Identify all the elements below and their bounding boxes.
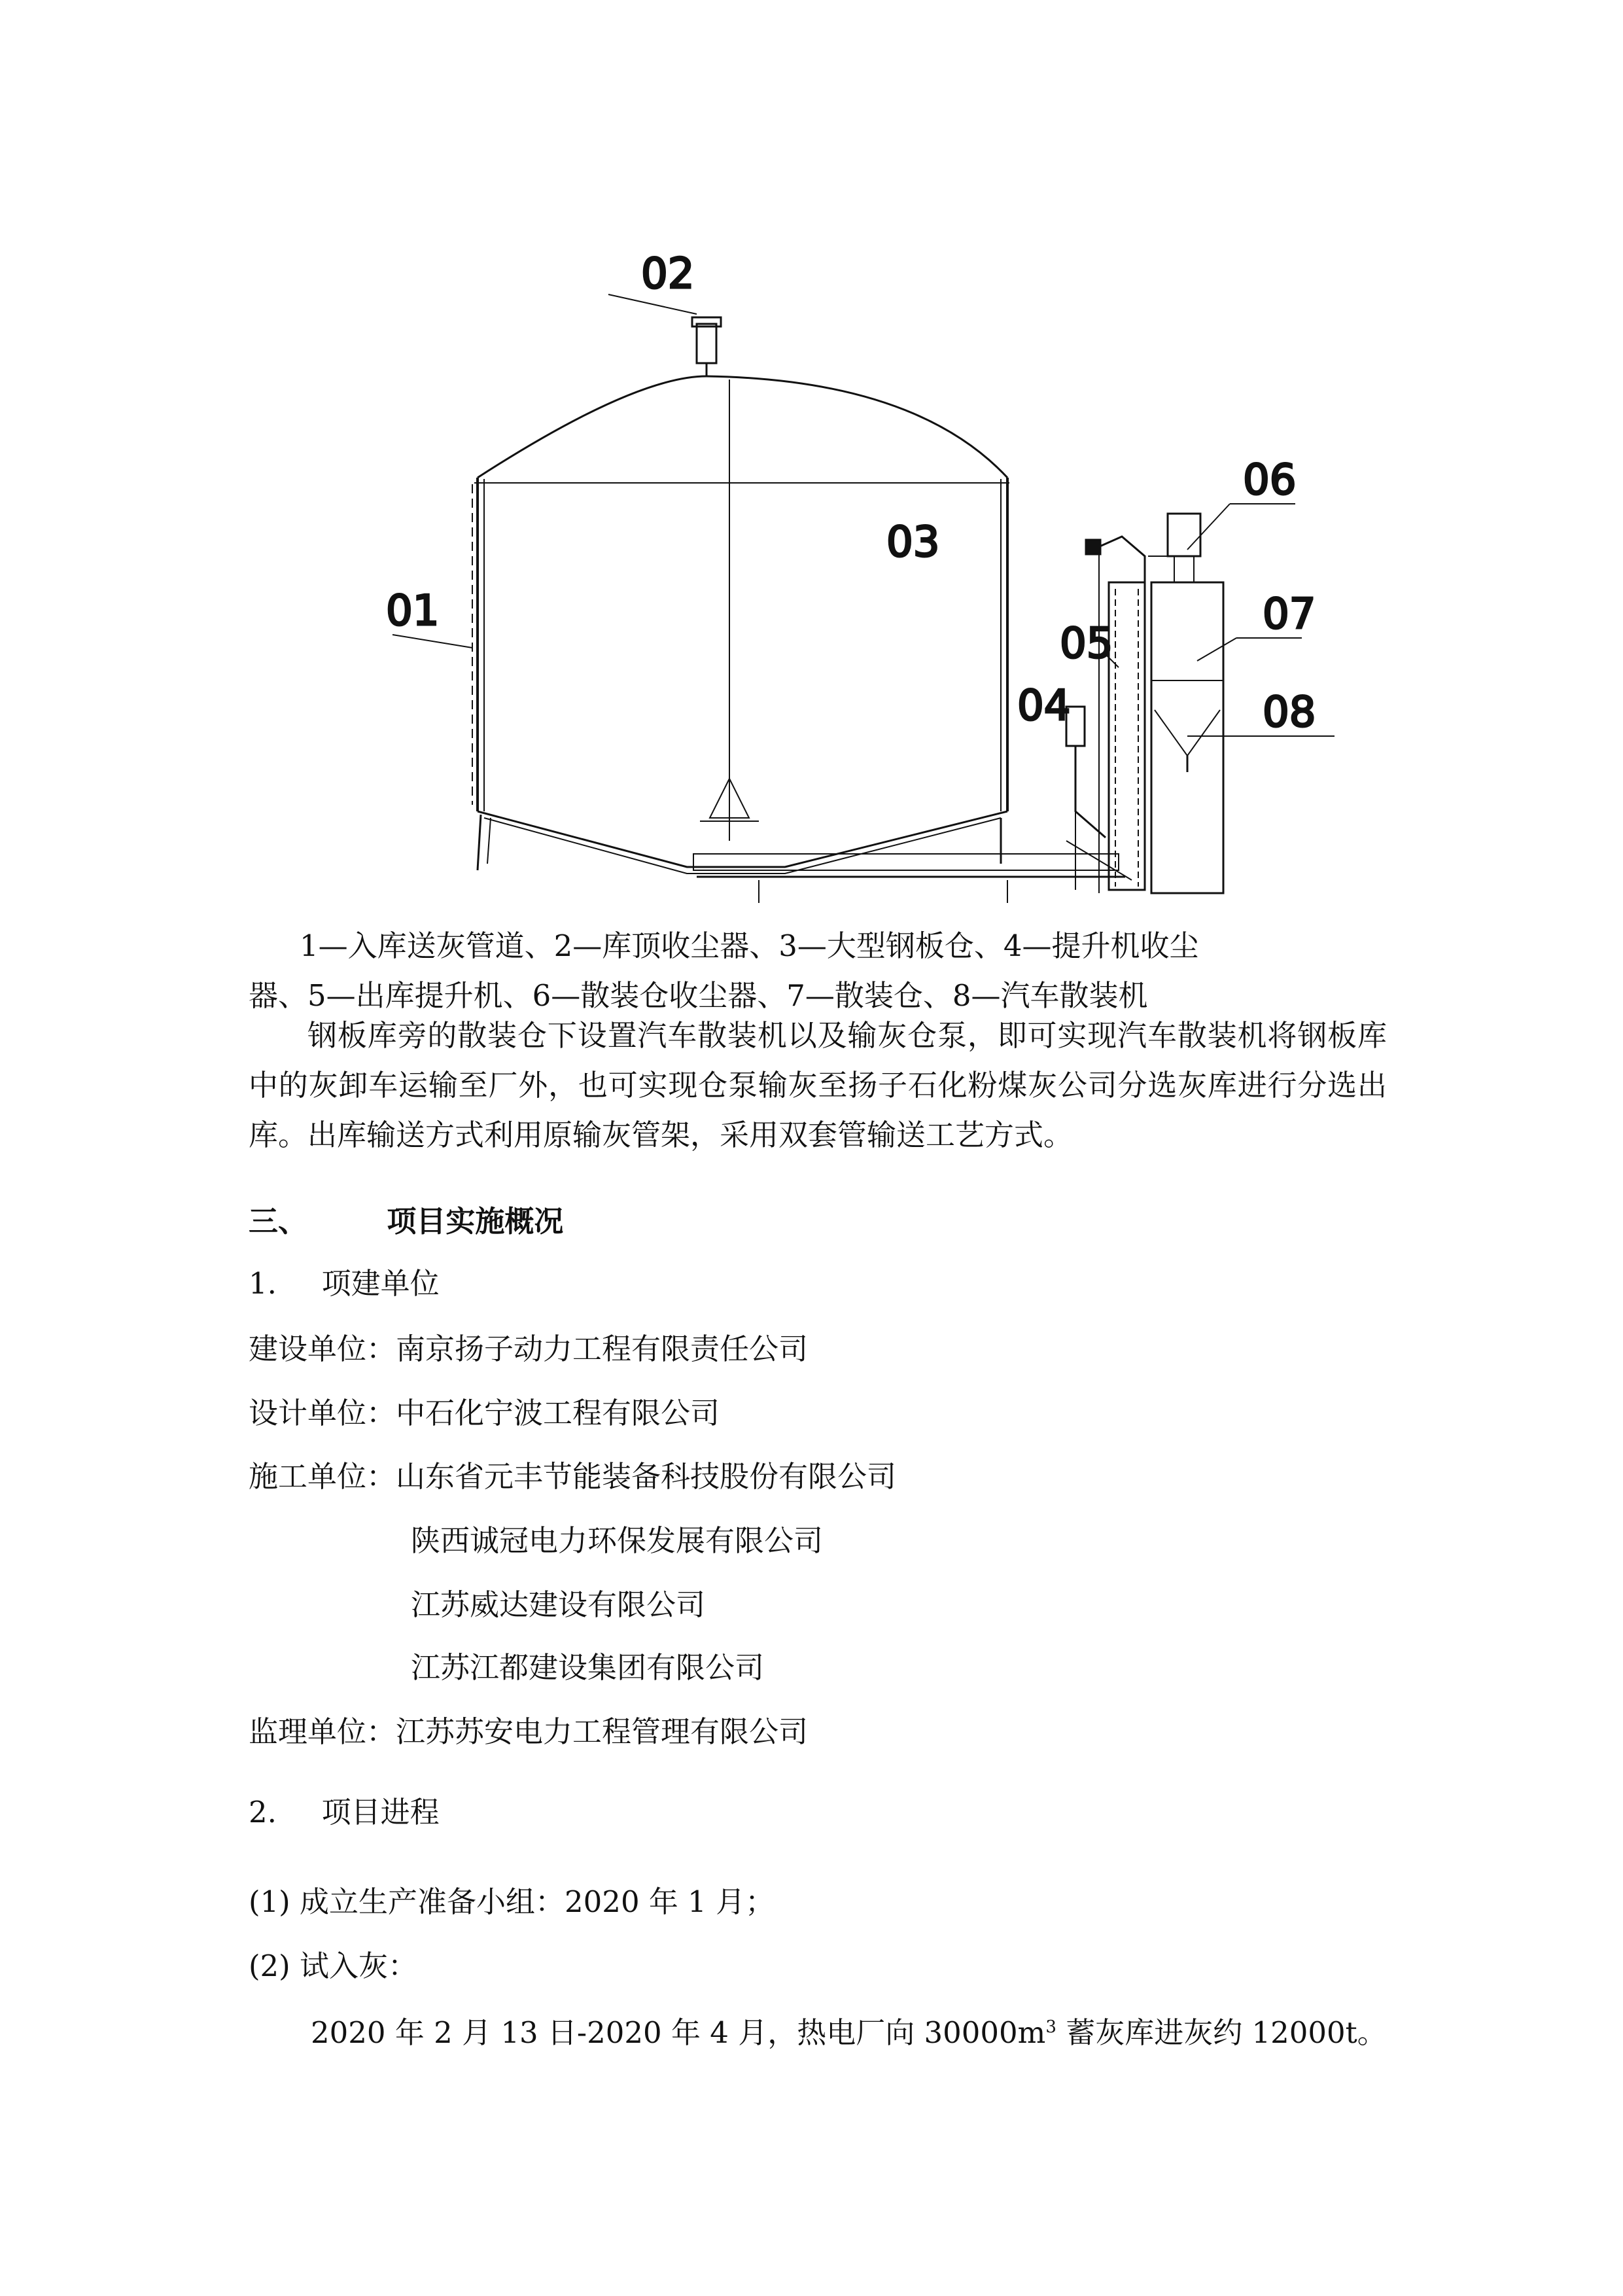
label-03: 03: [886, 518, 940, 567]
roof-dust-collector: [697, 324, 716, 363]
progress-item-1: (1) 成立生产准备小组：2020 年 1 月；: [249, 1884, 775, 1919]
builder-unit: 建设单位：南京扬子动力工程有限责任公司: [249, 1332, 809, 1366]
silo-dust-collector: [1168, 514, 1200, 556]
caption-line-2: 器、5—出库提升机、6—散装仓收尘器、7—散装仓、8—汽车散装机: [249, 978, 1148, 1013]
label-06: 06: [1243, 456, 1297, 504]
label-08: 08: [1263, 688, 1316, 737]
silo-diagram: [353, 249, 1361, 903]
item-1-heading: 1. 项建单位: [249, 1266, 440, 1301]
construction-unit-3: 江苏威达建设有限公司: [411, 1587, 706, 1622]
item-2-heading: 2. 项目进程: [249, 1795, 440, 1829]
design-unit: 设计单位：中石化宁波工程有限公司: [249, 1396, 720, 1430]
label-07: 07: [1263, 590, 1316, 639]
section-number: 三、: [249, 1204, 308, 1239]
label-04: 04: [1017, 682, 1071, 730]
figure-caption: [249, 921, 1387, 1021]
progress-item-2: (2) 试入灰：: [249, 1949, 418, 1983]
outbound-elevator: [1109, 582, 1145, 890]
progress-detail: 2020 年 2 月 13 日-2020 年 4 月，热电厂向 $30000m^3$ 蓄灰库进灰约 12000t。: [311, 2015, 1387, 2050]
silo-roof: [478, 376, 1007, 478]
label-02: 02: [641, 250, 695, 298]
description-paragraph: 钢板库旁的散装仓下设置汽车散装机以及输灰仓泵，即可实现汽车散装机将钢板库中的灰卸车运输至厂外，也可实现仓泵输灰至扬子石化粉煤灰公司分选灰库进行分选出库。出库输送方式利用原输灰管架，采用双套管输送工艺方式。: [249, 1018, 1387, 1152]
construction-unit-2: 陕西诚冠电力环保发展有限公司: [411, 1523, 824, 1558]
section-heading: [249, 1197, 563, 1240]
construction-unit-4: 江苏江都建设集团有限公司: [411, 1650, 765, 1685]
label-01: 01: [386, 587, 440, 635]
supervision-unit: 监理单位：江苏苏安电力工程管理有限公司: [249, 1714, 809, 1749]
section-title: 项目实施概况: [387, 1204, 564, 1239]
label-05: 05: [1060, 620, 1113, 668]
caption-line-1: 1—入库送灰管道、2—库顶收尘器、3—大型钢板仓、4—提升机收尘: [300, 928, 1199, 963]
bulk-silo: [1151, 582, 1223, 893]
construction-unit: 施工单位：山东省元丰节能装备科技股份有限公司: [249, 1459, 897, 1494]
